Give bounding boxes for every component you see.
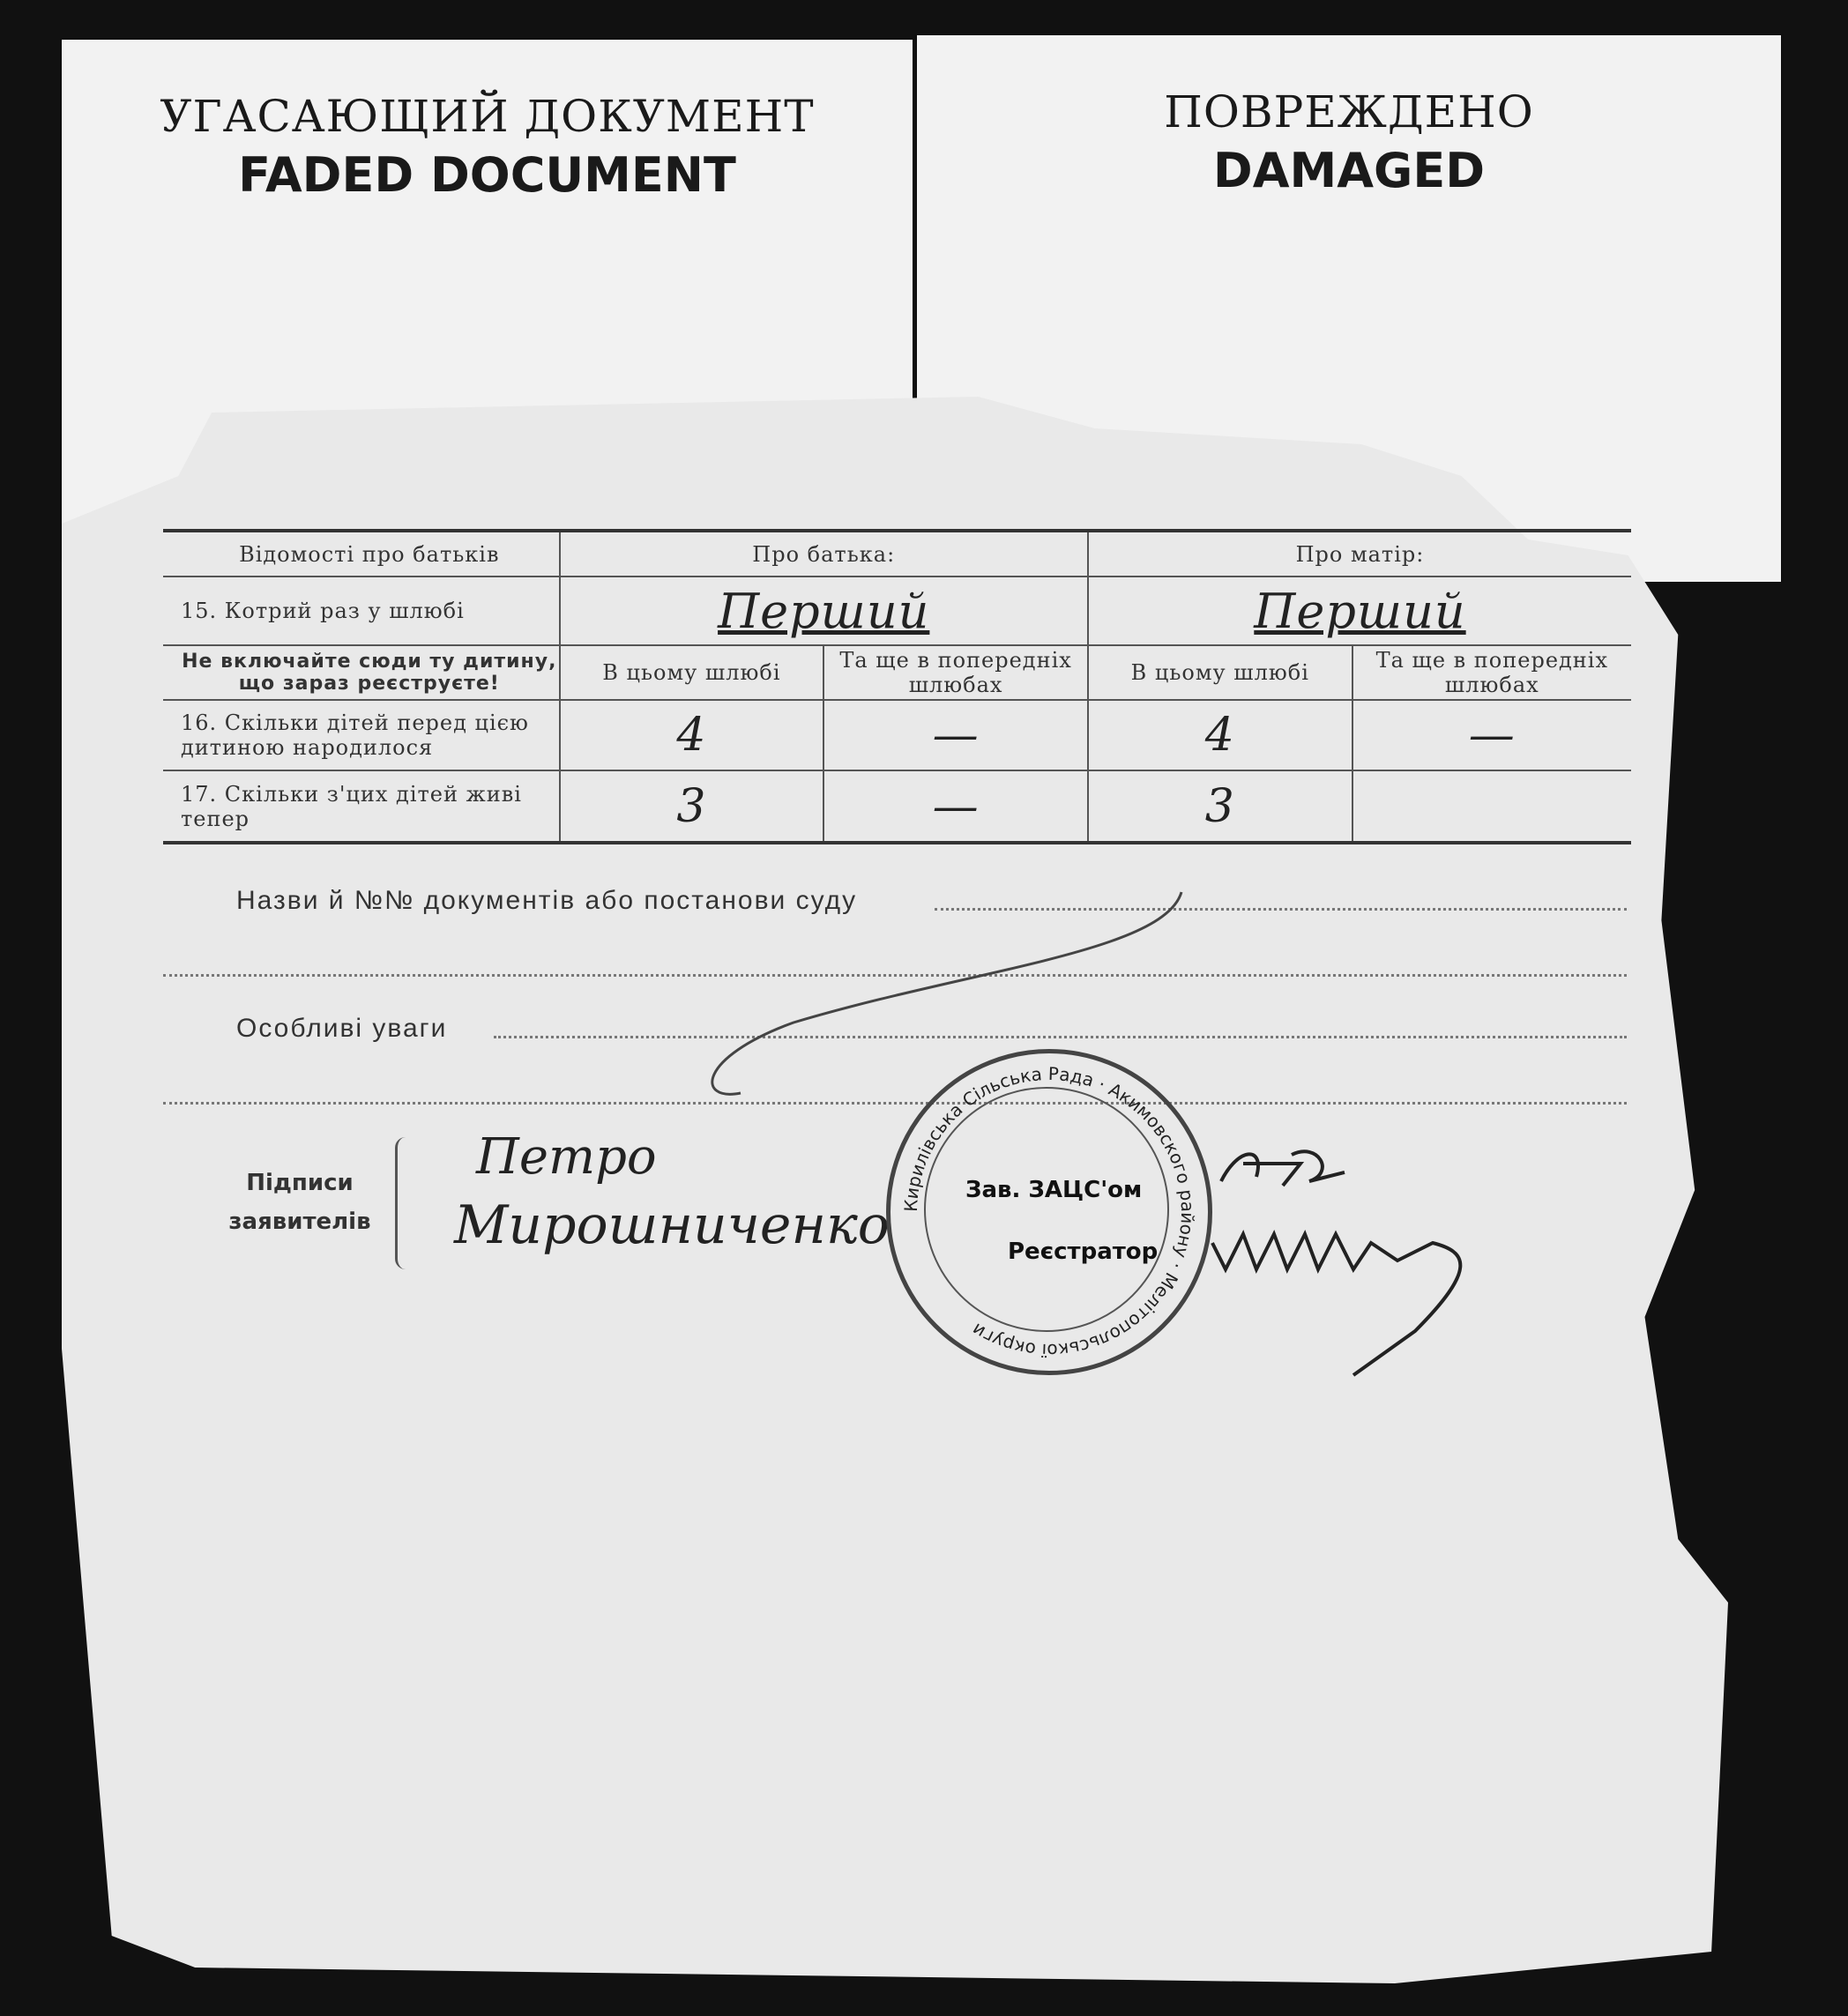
row17-mother-this: 3: [1088, 770, 1352, 843]
subheader-mother-this: В цьому шлюбі: [1088, 645, 1352, 700]
head-of-registry-label: Зав. ЗАЦС'ом: [965, 1177, 1143, 1203]
row17-mother-prev: [1352, 770, 1631, 843]
applicant-signature-last-name: Мирошниченко: [454, 1194, 890, 1256]
remarks-label: Особливі уваги: [236, 1014, 448, 1043]
signatures-label-line2: заявителів: [228, 1209, 371, 1235]
signatures-label-line1: Підписи: [246, 1170, 354, 1196]
row17-label: 17. Скільки з'цих дітей живі тепер: [163, 770, 560, 843]
seal-ring-text: Кирилівська Сільська Рада · Акимовского району · Мелітопольської округи: [899, 1062, 1199, 1362]
row15-label: 15. Котрий раз у шлюбі: [163, 577, 560, 645]
row17-father-prev: —: [823, 770, 1088, 843]
applicant-signature-first-name: Петро: [476, 1128, 657, 1186]
header-father: Про батька:: [560, 531, 1088, 577]
subheader-father-prev: Та ще в попередніх шлюбах: [823, 645, 1088, 700]
documents-label: Назви й №№ документів або постанови суду: [236, 886, 858, 915]
signatures-brace: [395, 1137, 415, 1269]
row16-mother-prev: —: [1352, 700, 1631, 770]
signatures-label: [212, 1164, 388, 1241]
official-seal-ring-text: [890, 1053, 1208, 1371]
row16-mother-this: 4: [1088, 700, 1352, 770]
registrar-signatures: [1203, 1137, 1521, 1419]
subheader-mother-prev: Та ще в попередніх шлюбах: [1352, 645, 1631, 700]
row16-label: 16. Скільки дітей перед цією дитиною народилося: [163, 700, 560, 770]
banner-left-en: FADED DOCUMENT: [238, 147, 736, 203]
official-seal: [886, 1049, 1212, 1375]
subheader-label: Не включайте сюди ту дитину, що зараз реєструєте!: [163, 645, 560, 700]
header-label: Відомості про батьків: [163, 531, 560, 577]
row16-father-prev: —: [823, 700, 1088, 770]
banner-right-en: DAMAGED: [1212, 143, 1486, 198]
banner-right-ru: ПОВРЕЖДЕНО: [1164, 86, 1534, 138]
banner-left-ru: УГАСАЮЩИЙ ДОКУМЕНТ: [160, 91, 815, 142]
registrar-label: Реєстратор: [1008, 1239, 1159, 1265]
row16-father-this: 4: [560, 700, 824, 770]
header-mother: Про матір:: [1088, 531, 1631, 577]
row15-mother: Перший: [1088, 577, 1631, 645]
subheader-father-this: В цьому шлюбі: [560, 645, 824, 700]
row17-father-this: 3: [560, 770, 824, 843]
svg-text:Кирилівська Сільська Рада · Ак: [900, 1063, 1198, 1361]
parents-info-form: [163, 529, 1631, 844]
row15-father: Перший: [560, 577, 1088, 645]
parents-table: [163, 529, 1631, 844]
